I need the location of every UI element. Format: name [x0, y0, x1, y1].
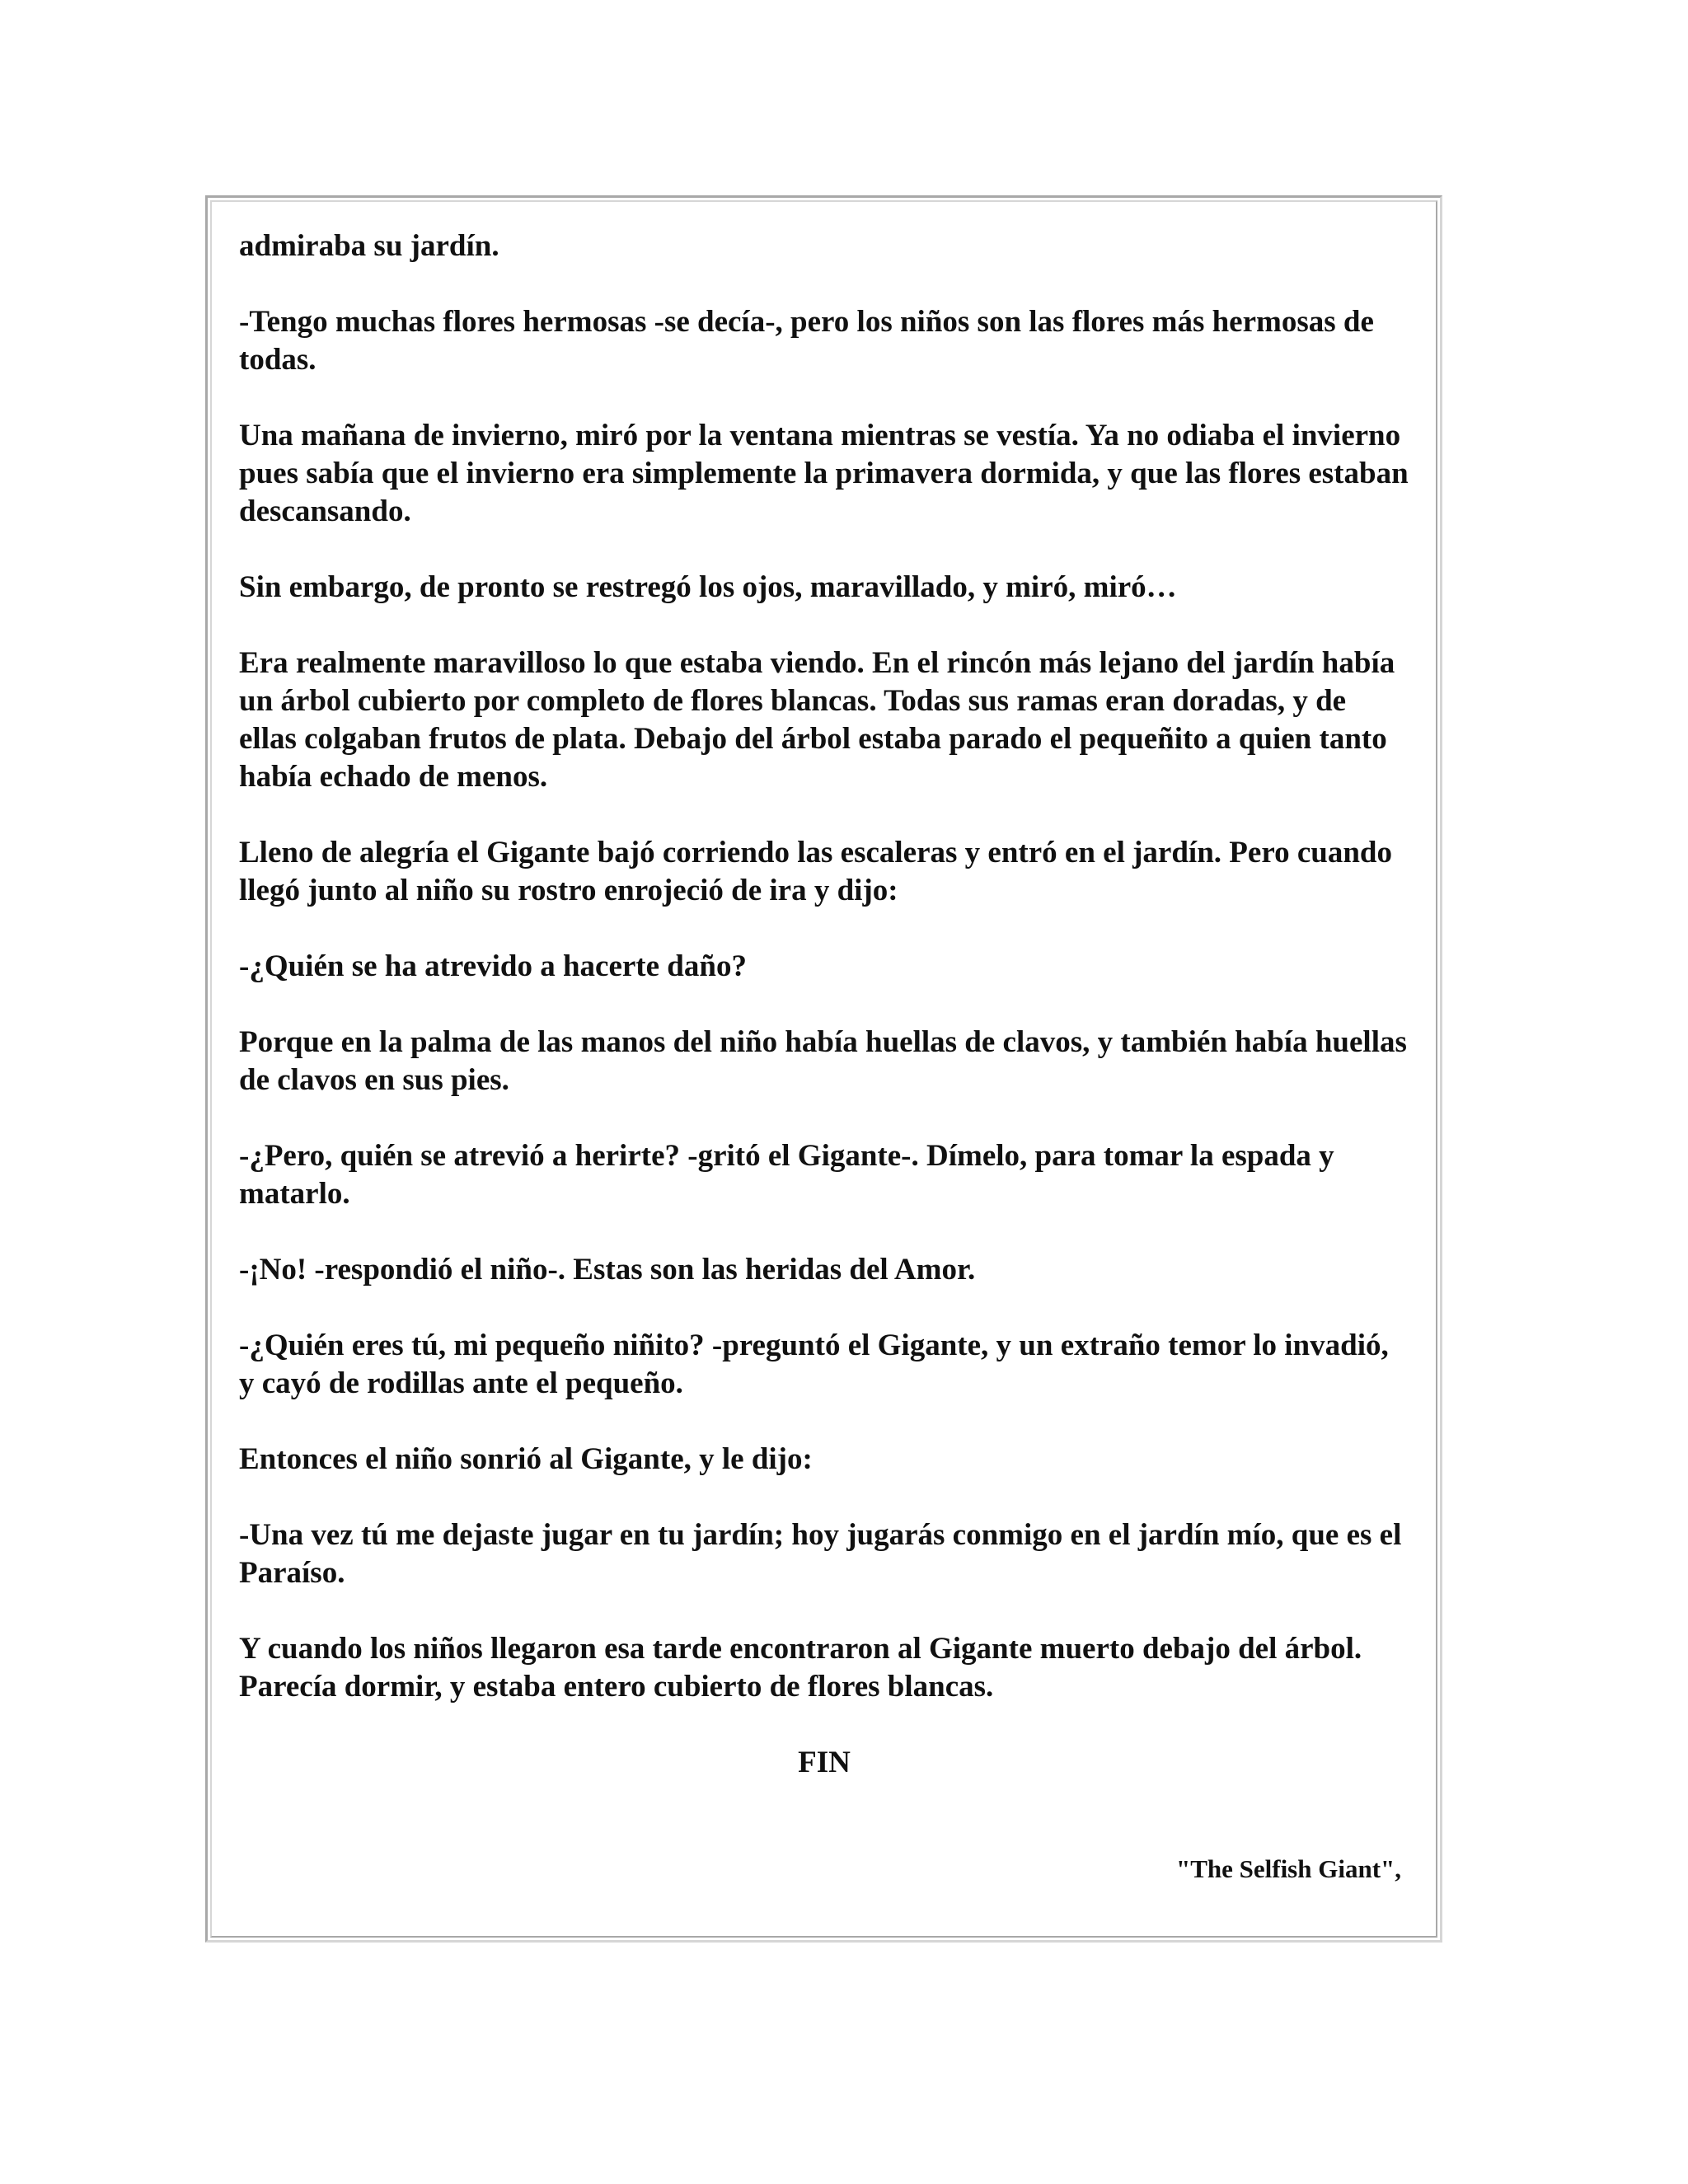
paragraph: -¿Quién eres tú, mi pequeño niñito? -preguntó el Gigante, y un extraño temor lo invadió, y cayó de rodillas ante el pequeño.	[239, 1329, 1389, 1400]
paragraph: Lleno de alegría el Gigante bajó corriendo las escaleras y entró en el jardín. Pero cuando llegó junto al niño su rostro enrojeció de ira y dijo:	[239, 836, 1392, 907]
paragraph: Sin embargo, de pronto se restregó los ojos, maravillado, y miró, miró…	[239, 570, 1177, 604]
paragraph: Una mañana de invierno, miró por la ventana mientras se vestía. Ya no odiaba el invierno pues sabía que el invierno era simplemente la primavera dormida, y que las flores estaban descansando.	[239, 419, 1409, 528]
paragraph: admiraba su jardín.	[239, 229, 499, 263]
paragraph: -¿Quién se ha atrevido a hacerte daño?	[239, 949, 747, 983]
paragraph: -¿Pero, quién se atrevió a herirte? -gritó el Gigante-. Dímelo, para tomar la espada y matarlo.	[239, 1139, 1334, 1211]
end-heading: FIN	[798, 1746, 851, 1779]
paragraph: -Una vez tú me dejaste jugar en tu jardín; hoy jugarás conmigo en el jardín mío, que es el Paraíso.	[239, 1518, 1402, 1590]
paragraph: Entonces el niño sonrió al Gigante, y le dijo:	[239, 1442, 813, 1476]
paragraph: -Tengo muchas flores hermosas -se decía-, pero los niños son las flores más hermosas de todas.	[239, 305, 1374, 377]
paragraph: Porque en la palma de las manos del niño había huellas de clavos, y también había huellas de clavos en sus pies.	[239, 1025, 1407, 1097]
paragraph: -¡No! -respondió el niño-. Estas son las heridas del Amor.	[239, 1253, 976, 1286]
story-text	[239, 227, 1409, 1886]
paragraph: Era realmente maravilloso lo que estaba viendo. En el rincón más lejano del jardín había un árbol cubierto por completo de flores blancas. Todas sus ramas eran doradas, y de ellas colgaban frutos de plata. Debajo del árbol estaba parado el pequeñito a quien tanto había echado de menos.	[239, 646, 1395, 794]
paragraph: Y cuando los niños llegaron esa tarde encontraron al Gigante muerto debajo del árbol. Parecía dormir, y estaba entero cubierto de flores blancas.	[239, 1632, 1362, 1704]
source-credit: "The Selfish Giant",	[1176, 1854, 1401, 1883]
